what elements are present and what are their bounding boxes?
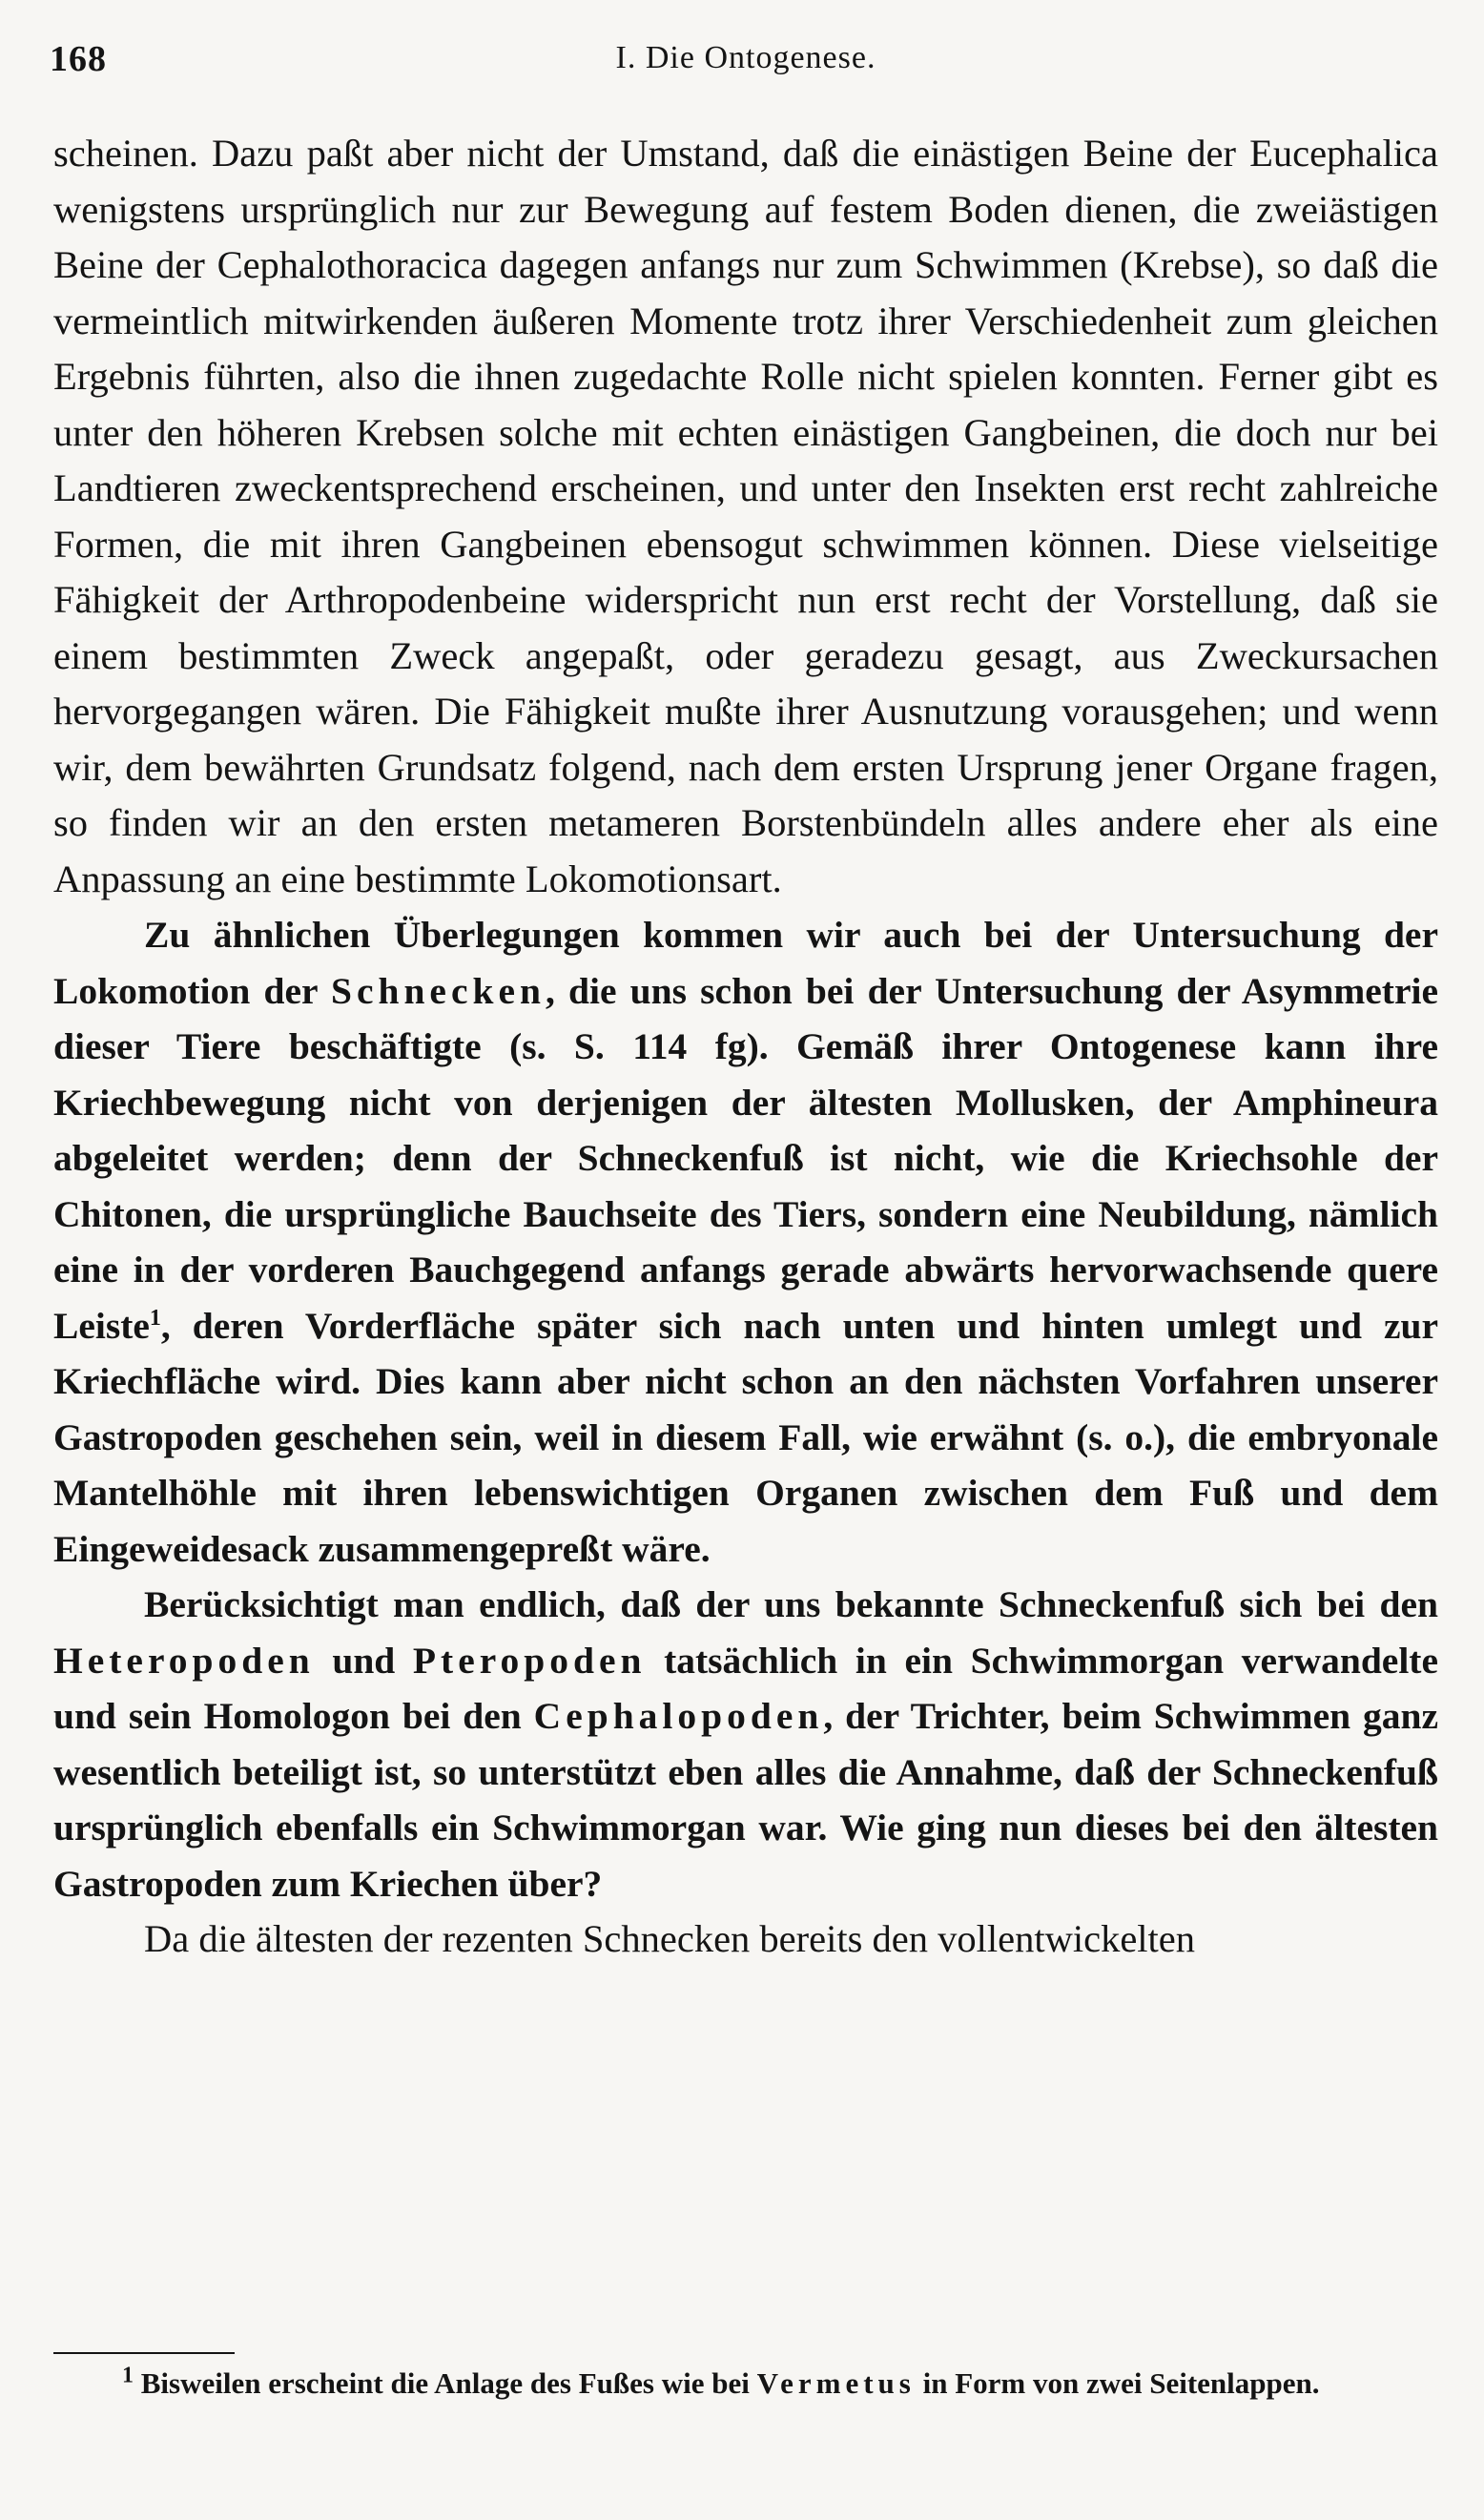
emphasis-heteropoden: Heteropoden [53, 1639, 315, 1682]
footnote-mark: 1 [149, 1305, 161, 1331]
main-text [53, 126, 1438, 1968]
footnote-number: 1 [122, 2363, 134, 2388]
paragraph-4: Da die ältesten der rezenten Schnecken bereits den vollentwickelten [144, 1917, 1196, 1960]
emphasis-vermetus: Vermetus [756, 2366, 916, 2400]
footnote: $^1$ Bisweilen erscheint die Anlage des Fußes wie bei Vermetus in Form von zwei Seitenlappen. [122, 2363, 1320, 2400]
page-number: 168 [50, 39, 107, 79]
paragraph-1-text: scheinen. Dazu paßt aber nicht der Umstand, daß die einästigen Beine der Eucephalica wenigstens ursprünglich nur zur Bewegung auf festem Boden dienen, die zweiästigen Beine der Cephalothoracica dagegen anfangs nur zum Schwimmen (Krebse), so daß die vermeintlich mitwirkenden äußeren Momente trotz ihrer Verschiedenheit zum gleichen Ergebnis führten, also die ihnen zugedachte Rolle nicht spielen konnten. Ferner gibt es unter den höheren Krebsen solche mit echten einästigen Gangbeinen, die doch nur bei Landtieren zweckentsprechend erscheinen, und unter den Insekten erst recht zahlreiche Formen, die mit ihren Gangbeinen ebensogut schwimmen können. Diese vielseitige Fähigkeit der Arthropodenbeine widerspricht nun erst recht der Vorstellung, daß sie einem bestimmten Zweck angepaßt, oder geradezu gesagt, aus Zweckursachen hervorgegangen wären. Die Fähigkeit mußte ihrer Ausnutzung vorausgehen; und wenn wir, dem bewährten Grundsatz folgend, nach dem ersten Ursprung jener Organe fragen, so finden wir an den ersten metameren Borstenbündeln alles andere eher als eine Anpassung an eine bestimmte Lokomotionsart. [53, 132, 1438, 900]
page-header [50, 38, 1442, 95]
paragraph-3: Berücksichtigt man endlich, daß der uns bekannte Schneckenfuß sich bei den Heteropoden und Pteropoden tatsächlich in ein Schwimmorgan verwandelte und sein Homologon bei den Cephalopoden, der Trichter, beim Schwimmen ganz wesentlich beteiligt ist, so unterstützt eben alles die Annahme, daß der Schneckenfuß ursprünglich ebenfalls ein Schwimmorgan war. Wie ging nun dieses bei den ältesten Gastropoden zum Kriechen über? [53, 1583, 1438, 1905]
emphasis-schnecken: Schnecken [331, 969, 546, 1012]
paragraph-2: Zu ähnlichen Überlegungen kommen wir auch bei der Untersuchung der Lokomotion der Schnecken, die uns schon bei der Untersuchung der Asymmetrie dieser Tiere beschäftigte (s. S. 114 fg). Gemäß ihrer Ontogenese kann ihre Kriechbewegung nicht von derjenigen der ältesten Mollusken, der Amphineura abgeleitet werden; denn der Schneckenfuß ist nicht, wie die Kriechsohle der Chitonen, die ursprüngliche Bauchseite des Tiers, sondern eine Neubildung, nämlich eine in der vorderen Bauchgegend anfangs gerade abwärts hervorwachsende quere Leiste$^1$, deren Vorderfläche später sich nach unten und hinten umlegt und zur Kriechfläche wird. Dies kann aber nicht schon an den nächsten Vorfahren unserer Gastropoden geschehen sein, weil in diesem Fall, wie erwähnt (s. o.), die embryonale Mantelhöhle mit ihren lebenswichtigen Organen zwischen dem Fuß und dem Eingeweidesack zusammengepreßt wäre. [53, 914, 1438, 1570]
emphasis-pteropoden: Pteropoden [412, 1639, 647, 1682]
emphasis-cephalopoden: Cephalopoden [533, 1695, 824, 1737]
running-head: I. Die Ontogenese. [615, 40, 876, 75]
footnote-rule [53, 2352, 235, 2354]
paragraph-1 [53, 126, 1438, 907]
